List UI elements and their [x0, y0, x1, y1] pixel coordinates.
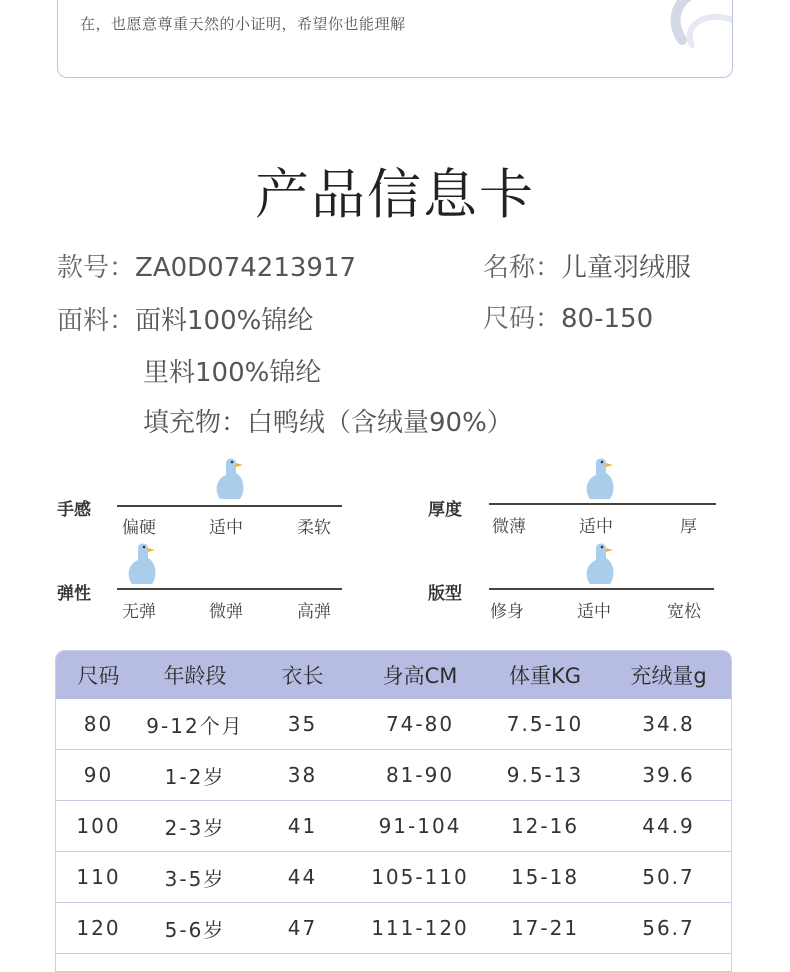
- scale-thickness: [428, 470, 728, 537]
- table-cell: 3-5岁: [164, 866, 226, 891]
- table-cell: 100: [76, 814, 121, 838]
- table-cell: 1-2岁: [164, 764, 226, 789]
- table-cell: 41: [287, 814, 318, 838]
- product-name-value: 儿童羽绒服: [561, 253, 692, 283]
- product-name-row: [483, 247, 691, 284]
- scale-feel-line: [117, 505, 342, 507]
- page-title: 产品信息卡: [255, 163, 535, 226]
- table-cell: 74-80: [385, 712, 455, 736]
- size-value: 80-150: [561, 304, 654, 334]
- table-row: [56, 953, 731, 972]
- table-cell: 47: [287, 916, 318, 940]
- scale-elasticity-tick-0: 无弹: [122, 602, 156, 622]
- table-cell: 15-18: [510, 865, 580, 889]
- scale-elasticity-label: 弹性: [57, 584, 91, 604]
- scale-thickness-tick-1: 适中: [579, 517, 613, 537]
- scale-feel-tick-1: 适中: [209, 518, 243, 538]
- scale-fit-line: [489, 588, 714, 590]
- fabric-value: 面料100%锦纶: [135, 306, 314, 336]
- table-cell: 38: [287, 763, 318, 787]
- intro-card-cut-text: [80, 0, 439, 1]
- table-cell: 44: [287, 865, 318, 889]
- fabric-row: [57, 300, 313, 337]
- table-cell: 17-21: [510, 916, 580, 940]
- scale-thickness-label: 厚度: [428, 500, 462, 520]
- scale-elasticity-tick-1: 微弹: [209, 602, 243, 622]
- table-cell: 105-110: [371, 865, 469, 889]
- scale-feel: [57, 470, 357, 538]
- table-cell: 120: [76, 916, 121, 940]
- scale-thickness-line: [489, 503, 716, 505]
- scale-fit-tick-2: 宽松: [667, 602, 701, 622]
- table-cell: 12-16: [510, 814, 580, 838]
- table-cell: 5-6岁: [164, 917, 226, 942]
- table-row: [56, 902, 731, 953]
- style-number-label: 款号：: [57, 253, 136, 283]
- scale-fit-tick-1: 适中: [577, 602, 611, 622]
- table-cell: 81-90: [385, 763, 455, 787]
- table-header: [56, 651, 731, 699]
- goose-marker-icon: [124, 540, 160, 586]
- scale-elasticity: [57, 555, 357, 622]
- table-cell: 44.9: [642, 814, 695, 838]
- scale-elasticity-tick-2: 高弹: [297, 602, 331, 622]
- table-cell: 91-104: [378, 814, 462, 838]
- scale-feel-label: 手感: [57, 500, 91, 520]
- style-number-value: ZA0D074213917: [135, 253, 357, 283]
- product-name-label: 名称：: [483, 253, 562, 283]
- table-cell: 9.5-13: [506, 763, 584, 787]
- table-cell: 90: [83, 763, 114, 787]
- table-cell: 80: [83, 712, 114, 736]
- size-row: [483, 298, 653, 335]
- scale-feel-tick-2: 柔软: [297, 518, 331, 538]
- scale-fit-tick-0: 修身: [490, 602, 524, 622]
- goose-marker-icon: [582, 455, 618, 501]
- goose-marker-icon: [582, 540, 618, 586]
- intro-card-note: 在，也愿意尊重天然的小证明，希望你也能理解: [80, 15, 406, 33]
- lining-value: 里料100%锦纶: [143, 358, 322, 388]
- table-cell: 35: [287, 712, 318, 736]
- table-cell: 39.6: [642, 763, 695, 787]
- goose-marker-icon: [212, 455, 248, 501]
- table-row: [56, 800, 731, 851]
- intro-card: [57, 0, 733, 78]
- table-cell: 2-3岁: [164, 815, 226, 840]
- scale-fit-label: 版型: [428, 584, 462, 604]
- table-cell: 7.5-10: [506, 712, 584, 736]
- table-cell: 9-12个月: [146, 713, 244, 738]
- table-cell: 34.8: [642, 712, 695, 736]
- table-header-cell: 年龄段: [163, 664, 227, 688]
- fabric-label: 面料：: [57, 306, 136, 336]
- table-row: [56, 749, 731, 800]
- table-row: [56, 851, 731, 902]
- decorative-swirl-icon: [662, 0, 733, 50]
- scale-thickness-tick-0: 微薄: [492, 517, 526, 537]
- scale-thickness-tick-2: 厚: [680, 517, 697, 537]
- scale-feel-tick-0: 偏硬: [122, 518, 156, 538]
- table-cell: 50.7: [642, 865, 695, 889]
- table-header-cell: 衣长: [281, 664, 324, 688]
- size-table: [55, 650, 732, 972]
- table-header-cell: 身高CM: [382, 664, 458, 688]
- table-row: [56, 699, 731, 749]
- table-header-cell: 体重KG: [508, 664, 582, 688]
- filling-value: 填充物：白鸭绒（含绒量90%）: [143, 408, 513, 438]
- style-number-row: [57, 247, 356, 284]
- scale-elasticity-line: [117, 588, 342, 590]
- table-cell: 56.7: [642, 916, 695, 940]
- table-header-cell: 尺码: [77, 664, 120, 688]
- size-label: 尺码：: [483, 304, 562, 334]
- table-cell: 110: [76, 865, 121, 889]
- scale-fit: [428, 555, 728, 622]
- table-header-cell: 充绒量g: [630, 664, 707, 688]
- table-cell: 111-120: [371, 916, 469, 940]
